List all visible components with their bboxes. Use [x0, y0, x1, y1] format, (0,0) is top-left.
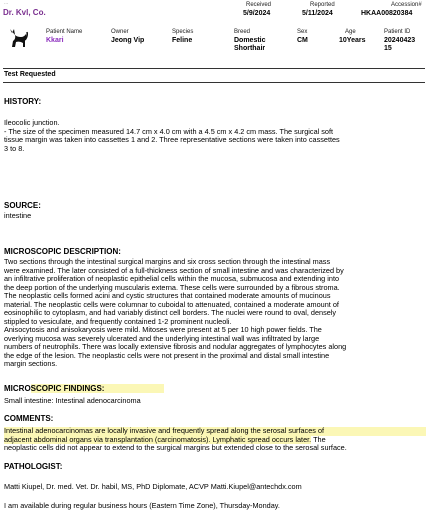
history-title: HISTORY:	[4, 97, 42, 106]
findings-title-part2: SCOPIC FINDINGS:	[31, 384, 165, 393]
description-line: margin sections.	[4, 359, 58, 368]
microscopic-findings-title	[4, 384, 164, 393]
patient-id-line1: 20240423	[384, 37, 416, 44]
owner-name: Jeong Vip	[111, 37, 145, 44]
cat-icon	[6, 28, 28, 48]
patient-name-label: Patient Name	[46, 29, 83, 35]
reported-label: Reported	[310, 2, 335, 8]
history-body	[4, 119, 426, 153]
comments-line: neoplastic cells did not appear to extend to the surgical margins but extended close to the serosal surface.	[4, 443, 347, 452]
comments-line2-c: The	[311, 434, 326, 444]
microscopic-description-body	[4, 258, 426, 369]
description-line: Two sections through the intestinal surgical margins and six cross section through the intestinal mass	[4, 257, 331, 266]
comments-line: Intestinal adenocarcinomas are locally invasive and frequently spread along the serosal surfaces of	[4, 427, 426, 436]
header-divider-bottom	[3, 82, 425, 83]
top-fragment: ...	[4, 0, 9, 6]
description-line: eosinophilic to cytoplasm, and had variably distinct cell borders. The nuclei were round to oval, densely	[4, 308, 337, 317]
comments-line2-b: ent abdominal organs via transplantation (carcinomatosis). Lymphatic spread occurs later.	[21, 434, 312, 444]
pathologist-title: PATHOLOGIST:	[4, 462, 63, 471]
received-date: 5/9/2024	[243, 10, 271, 17]
age-label: Age	[345, 29, 356, 35]
description-line: material. The neoplastic cells were columnar to cuboidal to attenuated, contained a moderate amount of	[4, 299, 339, 309]
accession-number: HKAA00820384	[361, 10, 413, 17]
sex-value: CM	[297, 37, 308, 44]
age-value: 10Years	[339, 37, 366, 44]
pathologist-signature: Matti Kiupel, Dr. med. Vet. Dr. habil, MS, PhD Diplomate, ACVP Matti.Kiupel@antechdx.com	[4, 482, 302, 491]
test-requested-label: Test Requested	[4, 71, 56, 78]
comments-line2-a: adjac	[4, 434, 22, 444]
findings-title-part1: MICRO	[4, 384, 31, 393]
source-value: intestine	[4, 211, 32, 220]
species-value: Feline	[172, 37, 193, 44]
description-line: the deep portion of the underlying muscularis externa. These cells were surrounded by a fibrous stroma.	[4, 282, 340, 292]
species-label: Species	[172, 29, 194, 35]
owner-label: Owner	[111, 29, 129, 35]
history-line: - The size of the specimen measured 14.7 cm x 4.0 cm with a 4.5 cm x 4.2 cm mass. The surgical soft	[4, 126, 334, 136]
description-line: were examined. The later consisted of a full-thickness section of small intestine and was characterized by	[4, 265, 344, 275]
clinic-name: Dr. Kvl, Co.	[3, 8, 46, 17]
description-line: numbers of neutrophils. There was locally extensive fibrosis and nodular aggregates of lymphocytes along	[4, 342, 347, 351]
description-line: overlying mucosa was severely ulcerated and the underlying intestinal wall was infiltrated by large	[4, 333, 320, 343]
patient-name: Kkari	[46, 37, 64, 44]
history-line: tissue margin was taken into cassettes 1 and 2. Three representative sections were taken into cassettes	[4, 135, 340, 144]
sex-label: Sex	[297, 29, 308, 35]
description-line: The neoplastic cells formed acini and cystic structures that contained moderate amounts of mucinous	[4, 291, 331, 300]
reported-date: 5/11/2024	[302, 10, 333, 17]
source-title: SOURCE:	[4, 201, 41, 210]
history-line: Ileocolic junction.	[4, 118, 60, 127]
accession-label: Accession#	[391, 2, 422, 8]
pathologist-availability: I am available during regular business hours (Eastern Time Zone), Thursday-Monday.	[4, 501, 280, 510]
patient-id-line2: 15	[384, 45, 392, 52]
comments-body	[4, 427, 426, 453]
microscopic-description-title: MICROSCOPIC DESCRIPTION:	[4, 247, 121, 256]
received-label: Received	[246, 2, 272, 8]
breed-label: Breed	[234, 29, 251, 35]
description-line: Anisocytosis and anisokaryosis were mild. Mitoses were present at 5 per 10 high power fields. The	[4, 325, 322, 334]
breed-value-line2: Shorthair	[234, 45, 266, 52]
description-line: the edge of the lesion. The neoplastic cells were not present in the proximal and distal small intestine	[4, 350, 330, 360]
breed-value-line1: Domestic	[234, 37, 266, 44]
history-line: 3 to 8.	[4, 143, 25, 153]
header-divider-top	[3, 68, 425, 69]
microscopic-findings-value: Small intestine: Intestinal adenocarcinoma	[4, 396, 141, 405]
comments-title: COMMENTS:	[4, 414, 54, 423]
patient-id-label: Patient ID	[384, 29, 411, 35]
description-line: an infiltrative proliferation of neoplastic epithelial cells within the mucosa, submucosa and extending into	[4, 274, 340, 283]
description-line: stippled to vesiculate, and frequently contained 1-2 prominent nucleoli.	[4, 316, 232, 326]
